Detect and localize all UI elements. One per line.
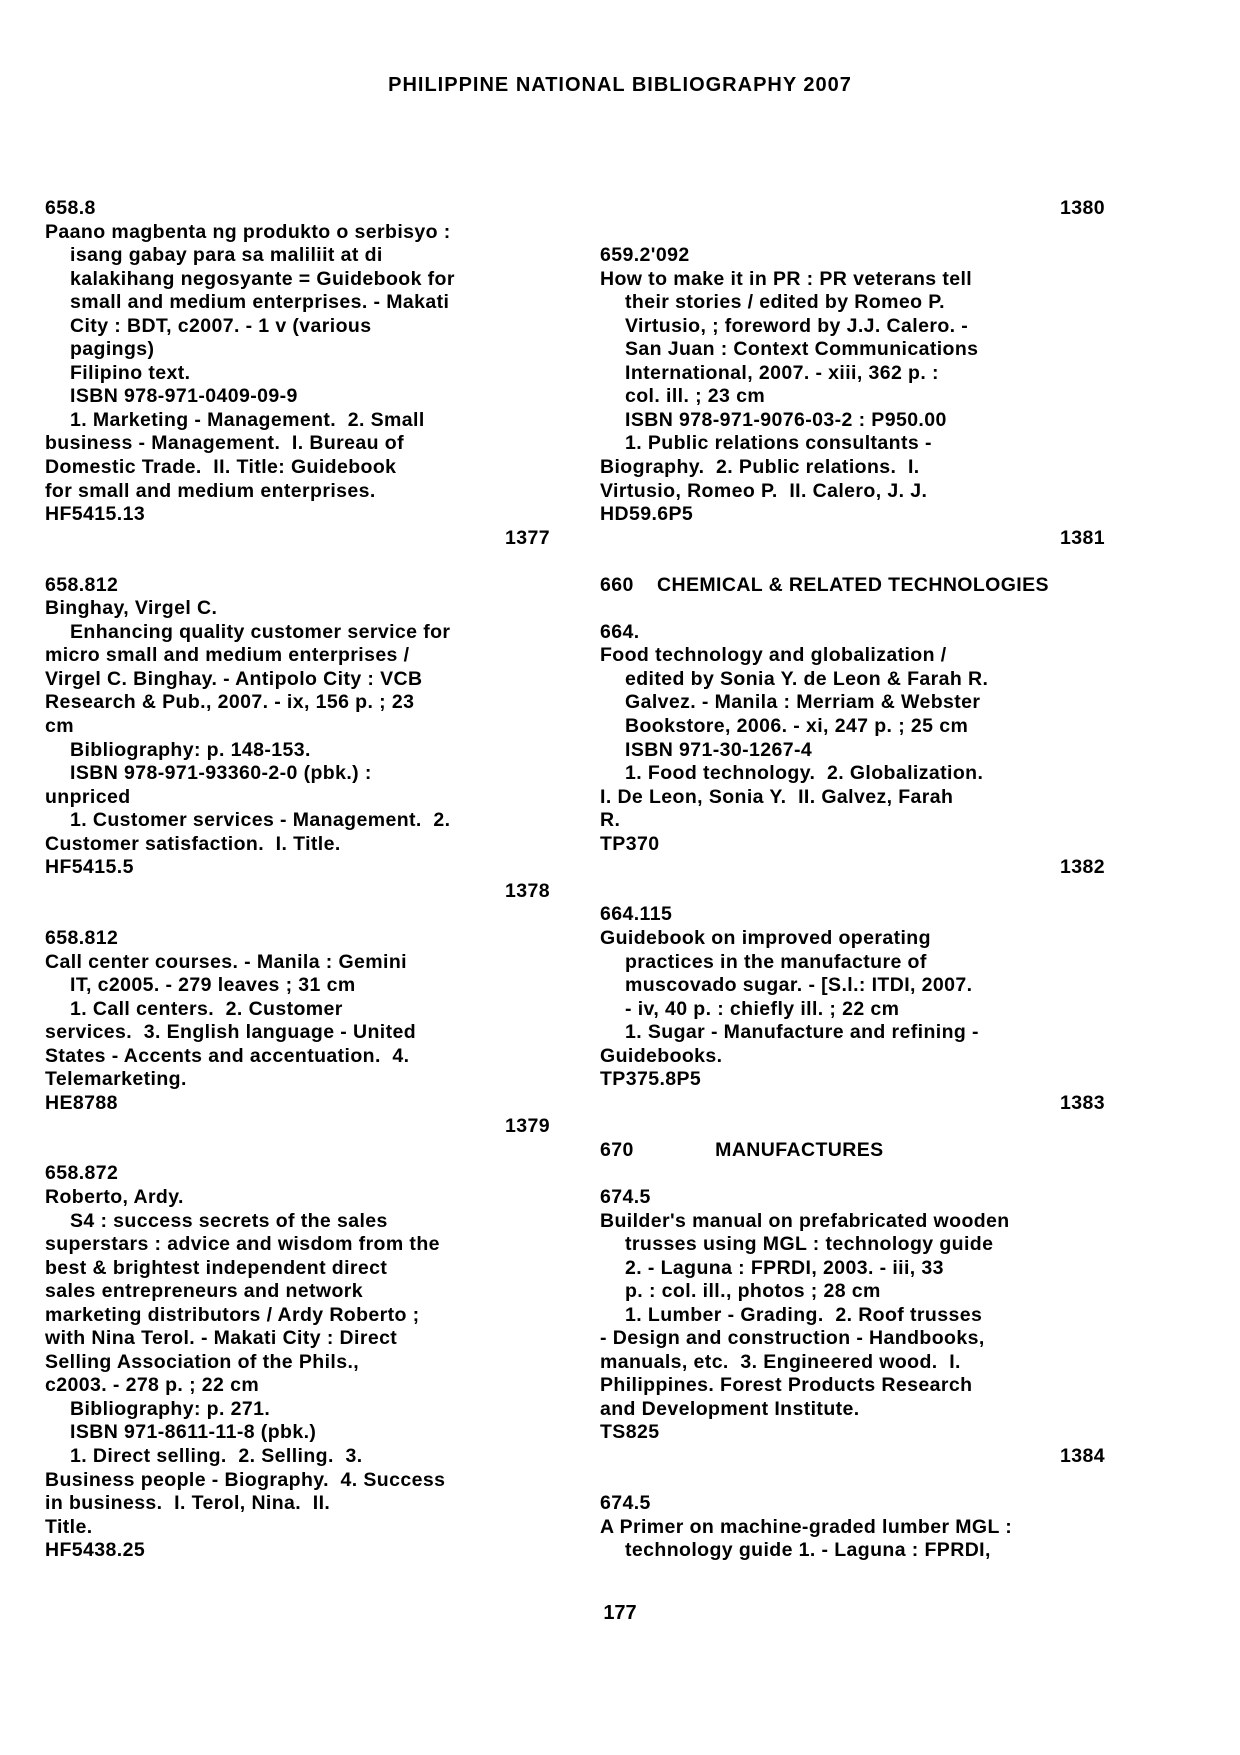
text-line: Research & Pub., 2007. - ix, 156 p. ; 23	[45, 691, 415, 714]
text-line: edited by Sonia Y. de Leon & Farah R.	[625, 667, 989, 690]
blank-line	[600, 880, 1105, 904]
entry-number: 1380	[1060, 197, 1105, 219]
page-number: 177	[603, 1602, 637, 1624]
text-line: small and medium enterprises. - Makati	[70, 291, 450, 314]
entry-number: 1384	[1060, 1444, 1105, 1467]
text-line: ISBN 978-971-9076-03-2 : P950.00	[625, 408, 947, 431]
text-line: International, 2007. - xiii, 362 p. :	[625, 361, 939, 384]
text-line: ISBN 978-971-93360-2-0 (pbk.) :	[70, 762, 372, 785]
text-line: Paano magbenta ng produkto o serbisyo :	[45, 220, 451, 243]
blank-line	[45, 903, 550, 927]
text-line: cm	[45, 715, 74, 738]
text-line: 658.8	[45, 197, 96, 219]
text-line: 1. Lumber - Grading. 2. Roof trusses	[625, 1303, 983, 1326]
text-line: superstars : advice and wisdom from the	[45, 1233, 440, 1256]
text-line: Biography. 2. Public relations. I.	[600, 456, 920, 479]
text-line: A Primer on machine-graded lumber MGL :	[600, 1515, 1013, 1538]
text-line: business - Management. I. Bureau of	[45, 432, 404, 455]
text-line: 2. - Laguna : FPRDI, 2003. - iii, 33	[625, 1256, 944, 1279]
text-line: 1. Direct selling. 2. Selling. 3.	[70, 1444, 363, 1467]
text-line: Guidebook on improved operating	[600, 926, 931, 949]
text-line: Telemarketing.	[45, 1068, 187, 1091]
text-line: ISBN 978-971-0409-09-9	[70, 385, 298, 408]
entry-number: 1383	[1060, 1091, 1105, 1114]
blank-line	[600, 597, 1105, 621]
text-line: I. De Leon, Sonia Y. II. Galvez, Farah	[600, 785, 954, 808]
text-line: 1. Food technology. 2. Globalization.	[625, 762, 984, 785]
text-line: 1. Marketing - Management. 2. Small	[70, 408, 425, 431]
text-line: 658.812	[45, 573, 119, 596]
text-line: IT, c2005. - 279 leaves ; 31 cm	[70, 974, 356, 997]
text-line: col. ill. ; 23 cm	[625, 385, 766, 408]
text-line: pagings)	[70, 338, 155, 361]
text-line: Virgel C. Binghay. - Antipolo City : VCB	[45, 667, 423, 690]
text-line: kalakihang negosyante = Guidebook for	[70, 267, 455, 290]
blank-line	[600, 221, 1105, 245]
text-line: Customer satisfaction. I. Title.	[45, 832, 341, 855]
text-line: marketing distributors / Ardy Roberto ;	[45, 1303, 420, 1326]
text-line: p. : col. ill., photos ; 28 cm	[625, 1280, 881, 1303]
text-line: 1. Call centers. 2. Customer	[70, 997, 343, 1020]
blank-line	[600, 1162, 1105, 1186]
entry-number: 1377	[505, 526, 550, 549]
text-line: their stories / edited by Romeo P.	[625, 291, 945, 314]
entry-number: 1379	[505, 1115, 550, 1138]
text-line: Filipino text.	[70, 361, 191, 384]
text-line: Galvez. - Manila : Merriam & Webster	[625, 691, 981, 714]
text-line: 1. Public relations consultants -	[625, 432, 932, 455]
text-line: Roberto, Ardy.	[45, 1185, 184, 1208]
text-line: Title.	[45, 1515, 93, 1538]
text-line: Bibliography: p. 271.	[70, 1397, 271, 1420]
text-line: - Design and construction - Handbooks,	[600, 1327, 985, 1350]
text-line: How to make it in PR : PR veterans tell	[600, 267, 973, 290]
text-line: 674.5	[600, 1492, 651, 1515]
text-line: HF5438.25	[45, 1539, 146, 1562]
text-line: TP375.8P5	[600, 1068, 702, 1091]
text-line: ISBN 971-8611-11-8 (pbk.)	[70, 1421, 317, 1444]
text-line: trusses using MGL : technology guide	[625, 1233, 994, 1256]
text-line: micro small and medium enterprises /	[45, 644, 410, 667]
text-line: Call center courses. - Manila : Gemini	[45, 950, 407, 973]
text-line: Virtusio, ; foreword by J.J. Calero. -	[625, 314, 969, 337]
entry-number: 1378	[505, 879, 550, 902]
left-column	[45, 197, 550, 1563]
text-line: HF5415.13	[45, 503, 146, 526]
page-title: PHILIPPINE NATIONAL BIBLIOGRAPHY 2007	[388, 74, 852, 96]
text-line: with Nina Terol. - Makati City : Direct	[45, 1327, 398, 1350]
text-line: City : BDT, c2007. - 1 v (various	[70, 314, 372, 337]
text-line: 658.812	[45, 926, 119, 949]
section-heading: 670 MANUFACTURES	[600, 1138, 884, 1161]
text-line: HE8788	[45, 1091, 118, 1114]
blank-line	[45, 550, 550, 574]
text-line: HD59.6P5	[600, 503, 694, 526]
text-line: isang gabay para sa maliliit at di	[70, 244, 383, 267]
text-line: Food technology and globalization /	[600, 644, 947, 667]
blank-line	[600, 1469, 1105, 1493]
text-line: for small and medium enterprises.	[45, 479, 376, 502]
text-line: TP370	[600, 832, 660, 855]
text-line: ISBN 971-30-1267-4	[625, 738, 813, 761]
text-line: in business. I. Terol, Nina. II.	[45, 1492, 331, 1515]
text-line: San Juan : Context Communications	[625, 338, 979, 361]
entry-number: 1382	[1060, 856, 1105, 879]
text-line: Guidebooks.	[600, 1044, 723, 1067]
text-line: and Development Institute.	[600, 1397, 860, 1420]
text-line: Builder's manual on prefabricated wooden	[600, 1209, 1010, 1232]
text-line: 659.2'092	[600, 244, 690, 267]
text-line: services. 3. English language - United	[45, 1021, 417, 1044]
text-line: Bibliography: p. 148-153.	[70, 738, 311, 761]
blank-line	[600, 1115, 1105, 1139]
text-line: manuals, etc. 3. Engineered wood. I.	[600, 1350, 961, 1373]
text-line: Selling Association of the Phils.,	[45, 1350, 360, 1373]
text-line: sales entrepreneurs and network	[45, 1280, 364, 1303]
text-line: Binghay, Virgel C.	[45, 597, 218, 620]
text-line: HF5415.5	[45, 856, 134, 879]
text-line: muscovado sugar. - [S.l.: ITDI, 2007.	[625, 974, 973, 997]
text-line: 1. Sugar - Manufacture and refining -	[625, 1021, 979, 1044]
section-heading: 660 CHEMICAL & RELATED TECHNOLOGIES	[600, 573, 1049, 596]
text-line: TS825	[600, 1421, 660, 1444]
text-line: Domestic Trade. II. Title: Guidebook	[45, 456, 397, 479]
text-line: best & brightest independent direct	[45, 1256, 388, 1279]
text-line: 664.115	[600, 903, 673, 926]
text-line: R.	[600, 809, 621, 832]
text-line: Virtusio, Romeo P. II. Calero, J. J.	[600, 479, 928, 502]
right-column	[600, 197, 1105, 1563]
text-line: 1. Customer services - Management. 2.	[70, 809, 451, 832]
text-line: 658.872	[45, 1162, 119, 1185]
text-line: c2003. - 278 p. ; 22 cm	[45, 1374, 260, 1397]
blank-line	[600, 550, 1105, 574]
text-line: States - Accents and accentuation. 4.	[45, 1044, 410, 1067]
text-line: Philippines. Forest Products Research	[600, 1374, 973, 1397]
text-line: unpriced	[45, 785, 131, 808]
entry-number: 1381	[1060, 526, 1105, 549]
text-line: technology guide 1. - Laguna : FPRDI,	[625, 1539, 991, 1562]
text-line: 674.5	[600, 1185, 651, 1208]
text-line: practices in the manufacture of	[625, 950, 927, 973]
text-line: 664.	[600, 620, 640, 643]
blank-line	[45, 1139, 550, 1163]
text-line: Bookstore, 2006. - xi, 247 p. ; 25 cm	[625, 715, 969, 738]
text-line: - iv, 40 p. : chiefly ill. ; 22 cm	[625, 997, 900, 1020]
text-line: Enhancing quality customer service for	[70, 620, 451, 643]
text-line: S4 : success secrets of the sales	[70, 1209, 388, 1232]
text-line: Business people - Biography. 4. Success	[45, 1468, 446, 1491]
